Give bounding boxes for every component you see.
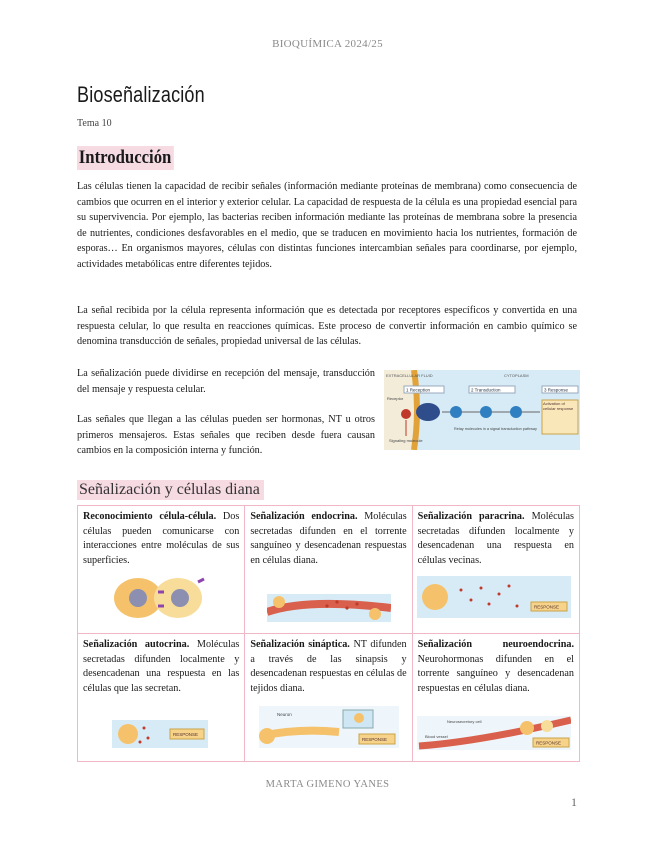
section-heading-targets: Señalización y células diana — [77, 480, 264, 500]
fig-step-response: 3 Response — [544, 387, 569, 393]
signaling-types-table — [77, 505, 580, 762]
cell-neuroendocrine — [412, 634, 579, 762]
response-label: RESPONSE — [533, 604, 559, 610]
page-number: 1 — [571, 795, 577, 809]
signal-molecule-shape — [401, 409, 411, 419]
neurosecretory-label: Neurosecretory cell — [446, 719, 482, 724]
cell-title: Señalización neuroendocrina. — [417, 639, 574, 650]
cell-recognition-figure — [108, 576, 208, 620]
neuroendocrine-figure — [417, 716, 571, 750]
cell-paracrine — [412, 506, 579, 634]
intro-paragraph-1: Las células tienen la capacidad de recibir señales (información mediante proteínas de membrana) como consecuencia de cambios que ocurren en el interior y exterior celular. La capacidad de respuesta de la célula es una propiedad esencial para su supervivencia. Por ejemplo, las bacterias reciben información mediante las proteínas de membrana sobre la presencia de nutrientes, condiciones desfavorables en el medio, que se traducen en movimiento hacia los nutrientes, formación de esporas… En organismos mayores, células con distintas funciones intercambian señales para coordinarse, por ejemplo, actividades metabólicas entre diferentes tejidos. — [77, 181, 577, 270]
receptor-shape — [416, 403, 440, 421]
cell-text: NT difunden a través de las sinapsis y desencadenan respuestas en células de tejidos diana. — [250, 639, 407, 694]
cell-title: Reconocimiento célula-célula. — [83, 511, 217, 522]
endocrine-figure — [267, 594, 391, 622]
section-heading-intro: Introducción — [77, 146, 174, 170]
intro-paragraph-4: Las señales que llegan a las células pueden ser hormonas, NT u otros primeros mensajeros. Estas señales que reciben desde fuera causan cambios en la composición interna y función. — [77, 414, 375, 457]
fig-step-reception: 1 Reception — [406, 387, 431, 393]
cell-text: Moléculas secretadas difunden en el torrente sanguíneo y desencadenan respuestas en células diana. — [250, 511, 407, 566]
synaptic-figure — [259, 706, 399, 748]
response-label: RESPONSE — [535, 740, 561, 746]
cell-endocrine — [245, 506, 412, 634]
blood-vessel-label: Blood vessel — [424, 734, 448, 739]
neuron-label: Neuron — [277, 712, 293, 717]
page-subtitle: Tema 10 — [77, 118, 112, 129]
running-header: BIOQUÍMICA 2024/25 — [272, 38, 383, 50]
signal-transduction-figure — [384, 370, 580, 450]
cell-title: Señalización paracrina. — [417, 511, 525, 522]
cell-cell-recognition — [78, 506, 245, 634]
cell-synaptic — [245, 634, 412, 762]
cell-autocrine — [78, 634, 245, 762]
page-title: Bioseñalización — [77, 82, 205, 107]
paracrine-figure — [417, 576, 571, 618]
cell-title: Señalización autocrina. — [83, 639, 190, 650]
cell-text: Moléculas secretadas difunden localmente y desencadenan una respuesta en las células que las secretan. — [83, 639, 240, 694]
intro-paragraph-2: La señal recibida por la célula representa información que es detectada por receptores específicos y convertida en una respuesta celular, lo que resulta en reacciones químicas. Este proceso de convertir información en cambio químico se denomina transducción de señales, propiedad universal de las células. — [77, 305, 577, 348]
cell-text: Dos células pueden comunicarse con interacciones entre moléculas de sus superficies. — [83, 511, 240, 566]
autocrine-figure — [112, 720, 208, 748]
fig-label-receptor: Receptor — [387, 396, 404, 401]
running-footer: MARTA GIMENO YANES — [265, 779, 390, 790]
fig-label-activation: Activation of cellular response — [543, 401, 574, 411]
response-label: RESPONSE — [173, 732, 199, 737]
fig-label-signal: Signaling molecule — [389, 438, 423, 443]
fig-label-extracellular: EXTRACELLULAR FLUID — [386, 373, 433, 378]
cell-title: Señalización endocrina. — [250, 511, 358, 522]
fig-label-relay: Relay molecules in a signal transduction pathway — [454, 427, 537, 431]
cell-text: Neurohormonas difunden en el torrente sanguíneo y desencadenan respuestas en células diana. — [417, 653, 574, 694]
cell-text: Moléculas secretadas difunden localmente y desencadenan una respuesta en células vecinas. — [417, 511, 575, 566]
fig-step-transduction: 2 Transduction — [471, 387, 501, 393]
intro-paragraph-3: La señalización puede dividirse en recepción del mensaje, transducción del mensaje y respuesta celular. — [77, 368, 375, 395]
cell-title: Señalización sináptica. — [250, 639, 350, 650]
fig-label-cytoplasm: CYTOPLASM — [504, 373, 529, 378]
response-label: RESPONSE — [362, 737, 388, 742]
